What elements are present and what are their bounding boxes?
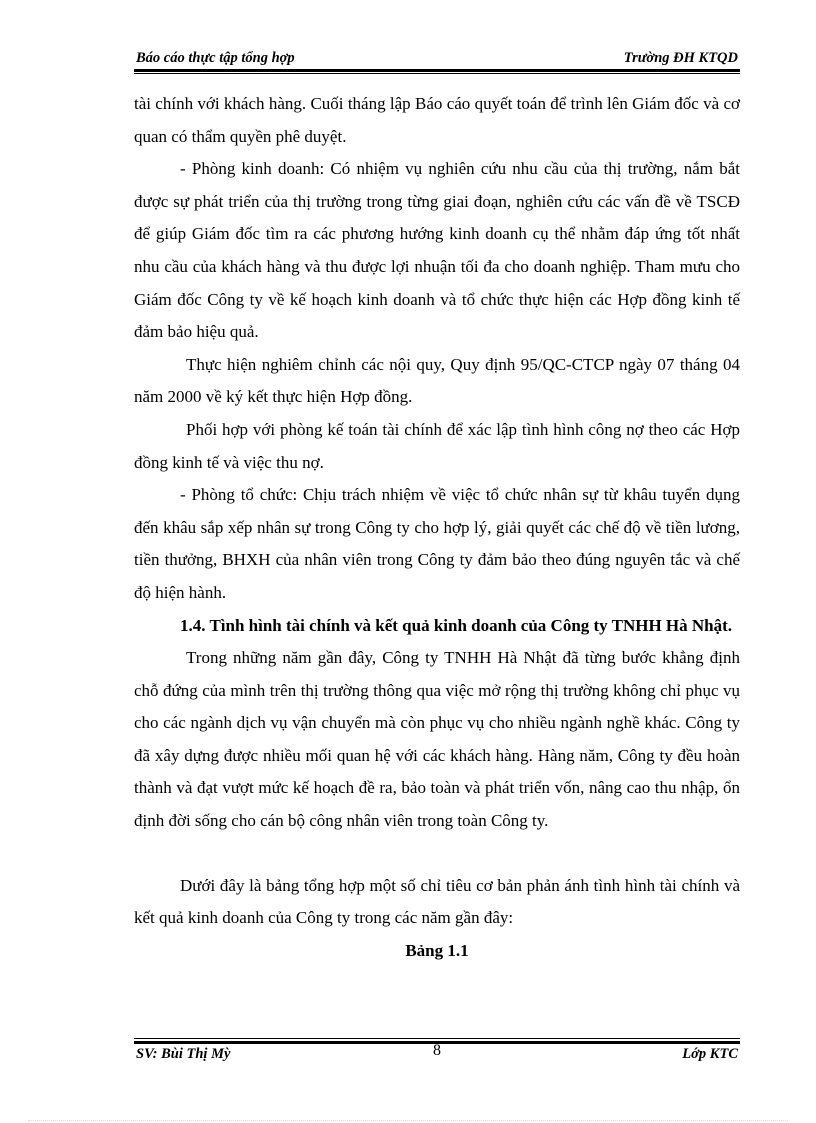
footer-class: Lớp KTC — [682, 1046, 738, 1062]
paragraph-recent-years: Trong những năm gần đây, Công ty TNHH Hà Nhật đã từng bước khẳng định chỗ đứng của mình trên thị trường thông qua việc mở rộng thị trường không chỉ phục vụ cho các ngành dịch vụ vận chuyển mà còn phục vụ cho nhiều ngành nghề khác. Công ty đã xây dựng được nhiều mối quan hệ với các khách hàng. Hàng năm, Công ty đều hoàn thành và đạt vượt mức kế hoạch đề ra, bảo toàn và phát triển vốn, nâng cao thu nhập, ổn định đời sống cho cán bộ công nhân viên trong toàn Công ty. — [134, 648, 740, 831]
spacer — [134, 838, 740, 870]
footer-student: SV: Bùi Thị Mỳ — [136, 1046, 231, 1062]
paragraph-continuation: tài chính với khách hàng. Cuối tháng lập Báo cáo quyết toán để trình lên Giám đốc và cơ quan có thẩm quyền phê duyệt. — [134, 94, 740, 146]
header-report-title: Báo cáo thực tập tổng hợp — [136, 50, 295, 66]
paragraph-organization-dept: - Phòng tổ chức: Chịu trách nhiệm về việc tổ chức nhân sự từ khâu tuyển dụng đến khâu sắp xếp nhân sự trong Công ty cho hợp lý, giải quyết các chế độ về tiền lương, tiền thưởng, BHXH của nhân viên trong Công ty đảm bảo theo đúng nguyên tắc và chế độ hiện hành. — [134, 485, 740, 602]
header-rule-thin — [134, 73, 740, 74]
paragraph-debt-coordination: Phối hợp với phòng kế toán tài chính để xác lập tình hình công nợ theo các Hợp đồng kinh tế và việc thu nợ. — [134, 419, 740, 472]
header-university: Trường ĐH KTQD — [623, 50, 738, 66]
page-edge-dots — [28, 1120, 788, 1121]
footer-rule-thin — [134, 1038, 740, 1039]
page-number: 8 — [433, 1042, 441, 1059]
paragraph-table-intro: Dưới đây là bảng tổng hợp một số chỉ tiêu cơ bản phản ánh tình hình tài chính và kết quả kinh doanh của Công ty trong các năm gần đây: — [134, 875, 740, 928]
page-body — [134, 88, 740, 967]
page-header — [134, 48, 740, 68]
table-caption: Bảng 1.1 — [405, 940, 469, 960]
page-footer — [134, 1042, 740, 1068]
paragraph-regulations: Thực hiện nghiêm chỉnh các nội quy, Quy định 95/QC-CTCP ngày 07 tháng 04 năm 2000 về ký kết thực hiện Hợp đồng. — [134, 354, 740, 407]
header-rule-thick — [134, 69, 740, 72]
paragraph-business-dept: - Phòng kinh doanh: Có nhiệm vụ nghiên cứu nhu cầu của thị trường, nắm bắt được sự phát triển của thị trường trong từng giai đoạn, nghiên cứu các vấn đề về TSCĐ để giúp Giám đốc tìm ra các phương hướng kinh doanh cụ thể nhằm đáp ứng tốt nhất nhu cầu của khách hàng và thu được lợi nhuận tối đa cho doanh nghiệp. Tham mưu cho Giám đốc Công ty về kế hoạch kinh doanh và tổ chức thực hiện các Hợp đồng kinh tế đảm bảo hiệu quả. — [134, 159, 740, 342]
section-heading-1-4: 1.4. Tình hình tài chính và kết quả kinh doanh của Công ty TNHH Hà Nhật. — [180, 615, 733, 635]
